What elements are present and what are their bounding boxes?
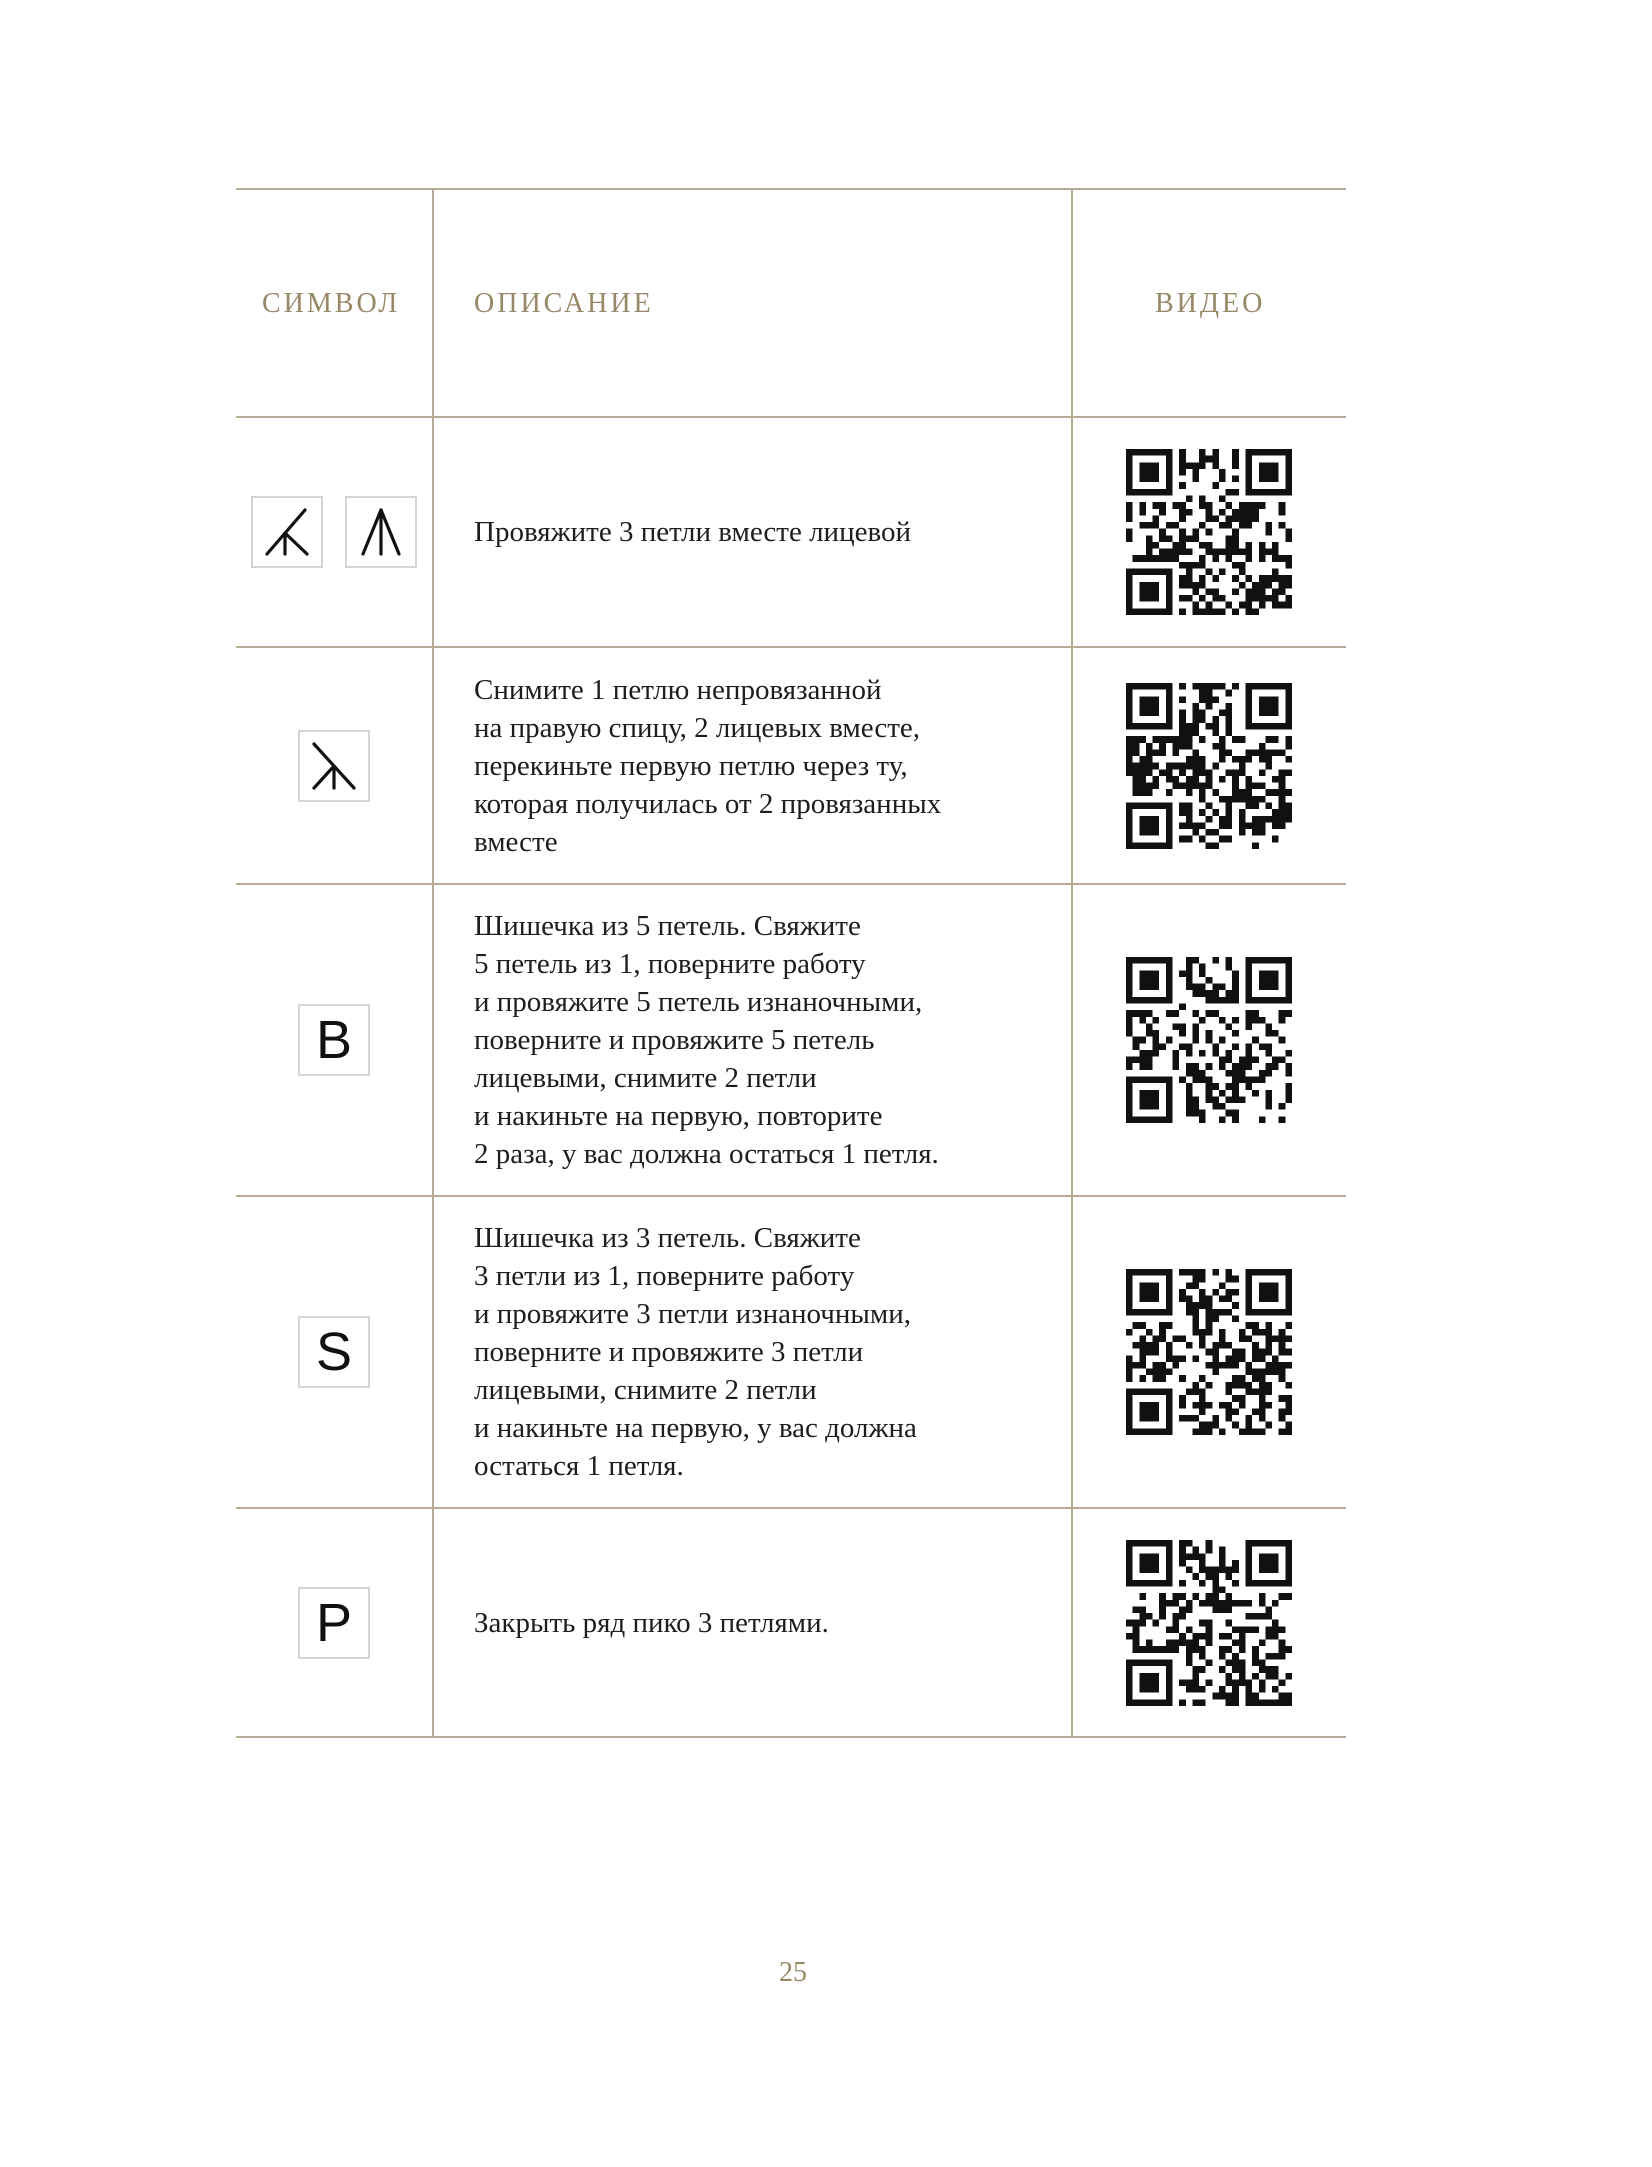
symbol-letter: S [315,1322,353,1382]
video-cell [1072,418,1346,646]
symbol-box [298,730,370,802]
qr-code-icon[interactable] [1126,1540,1292,1706]
symbol-box [298,1004,370,1076]
header-description: ОПИСАНИЕ [474,288,654,319]
row-description: Закрыть ряд пико 3 петлями. [474,1606,829,1639]
video-cell [1072,1197,1346,1507]
symbol-box [251,496,323,568]
qr-code-icon[interactable] [1126,957,1292,1123]
table-row [236,1509,1346,1736]
qr-code-icon[interactable] [1126,683,1292,849]
symbol-box [298,1316,370,1388]
video-cell [1072,1509,1346,1736]
header-video: ВИДЕО [1155,288,1266,319]
qr-code-icon[interactable] [1126,449,1292,615]
symbol-letter: P [315,1592,353,1653]
symbol-cell [236,885,432,1195]
symbol-box [345,496,417,568]
symbol-cell [236,1509,432,1736]
description-cell [474,1509,1034,1736]
sk2p-icon [306,738,362,794]
page-number: 25 [779,1957,807,1988]
video-cell [1072,885,1346,1195]
row-description: Снимите 1 петлю непровязанной на правую спицу, 2 лицевых вместе, перекиньте первую петлю через ту, которая получилась от 2 провязанных вместе [474,673,942,858]
video-cell [1072,648,1346,883]
row-description: Провяжите 3 петли вместе лицевой [474,516,911,548]
row-description: Шишечка из 3 петель. Свяжите 3 петли из 1, поверните работу и провяжите 3 петли изнаночными, поверните и провяжите 3 петли лицевыми, снимите 2 петли и накиньте на первую, у вас должна остаться 1 петля. [474,1222,917,1482]
symbol-letter: B [315,1010,353,1070]
table-row [236,1197,1346,1507]
k3tog-center-icon [353,504,409,560]
symbol-cell [236,648,432,883]
qr-code-icon[interactable] [1126,1269,1292,1435]
description-cell [474,648,1034,883]
symbol-box [298,1587,370,1659]
table-bottom-rule [236,1736,1346,1738]
row-description: Шишечка из 5 петель. Свяжите 5 петель из 1, поверните работу и провяжите 5 петель изнаночными, поверните и провяжите 5 петель лицевыми, снимите 2 петли и накиньте на первую, повторите 2 раза, у вас должна остаться 1 петля. [474,910,939,1170]
symbol-cell [236,418,432,646]
description-cell [474,885,1034,1195]
k3tog-left-icon [259,504,315,560]
header-symbol: СИМВОЛ [262,288,401,319]
description-cell [474,418,1034,646]
table-top-rule [236,188,1346,190]
symbol-cell [236,1197,432,1507]
table-row [236,418,1346,646]
table-row [236,885,1346,1195]
table-row [236,648,1346,883]
description-cell [474,1197,1034,1507]
